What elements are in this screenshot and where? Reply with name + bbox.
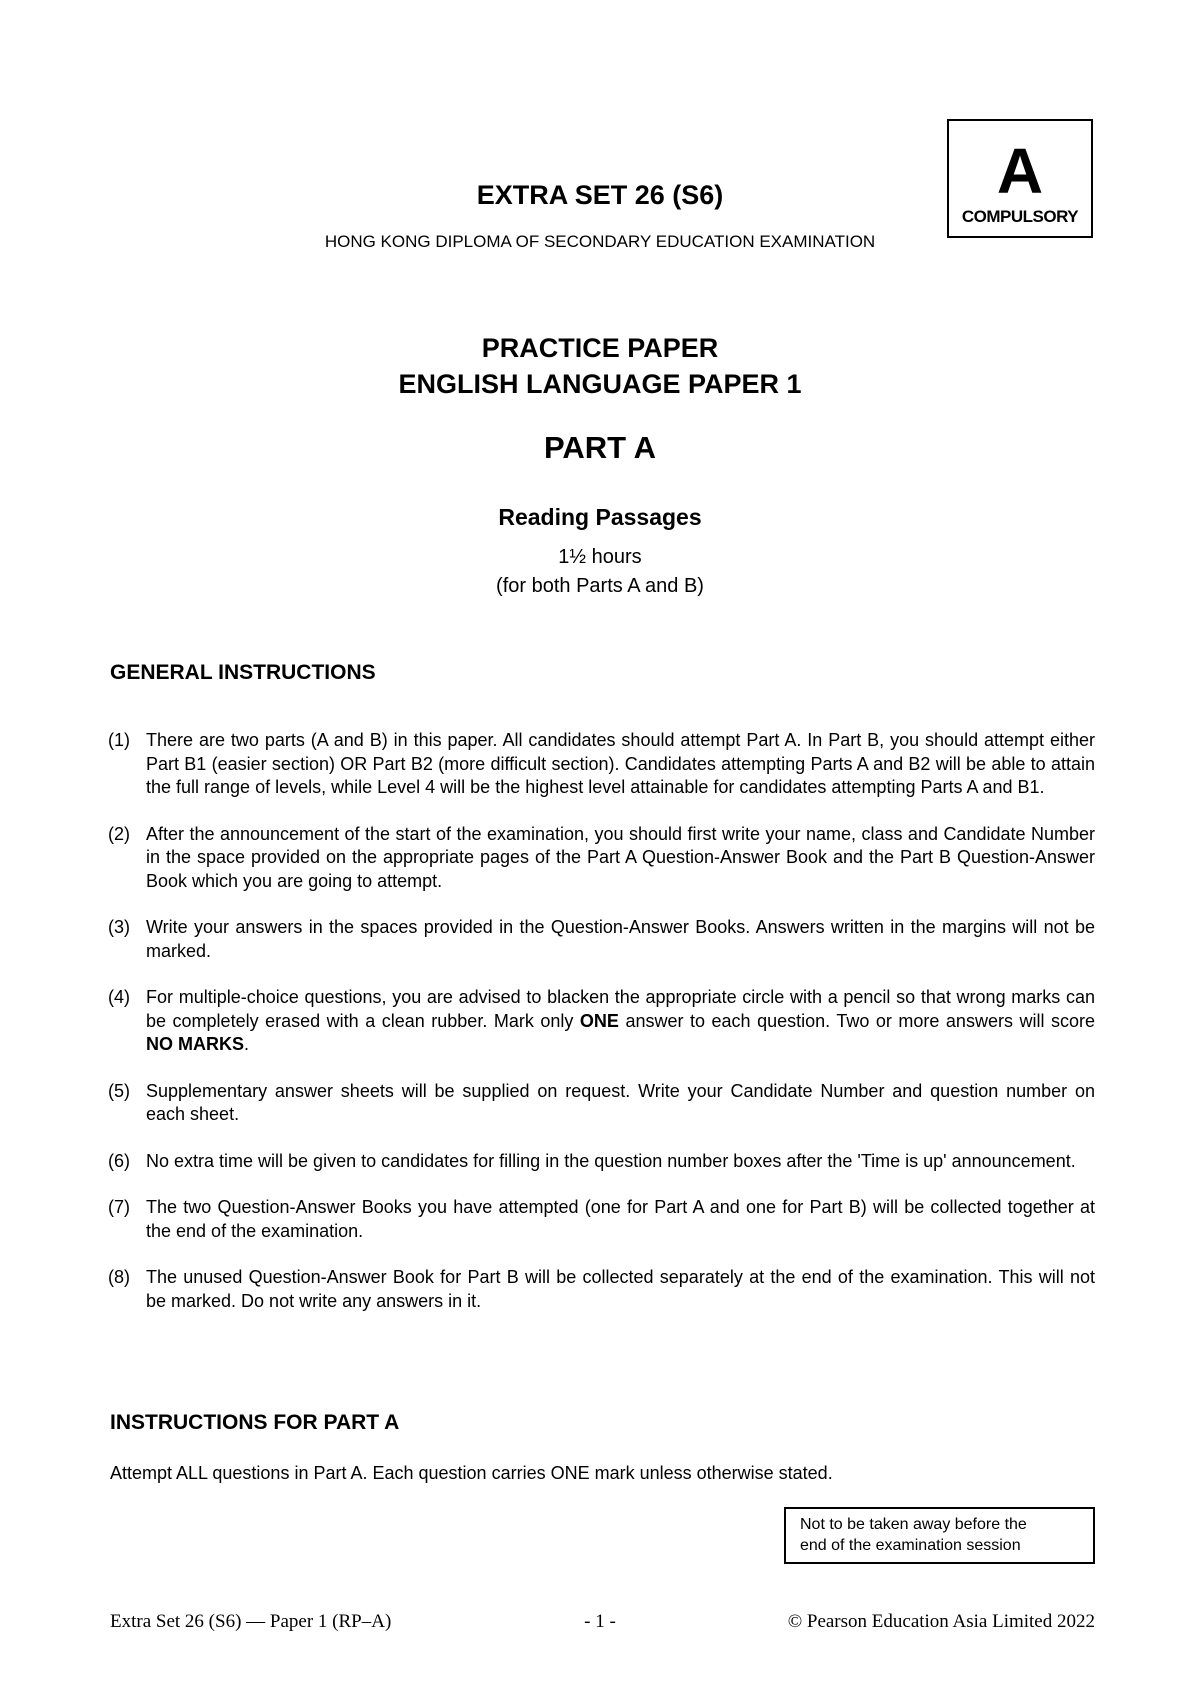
instruction-item: [108, 823, 1095, 894]
instruction-text: The two Question-Answer Books you have attempted (one for Part A and one for Part B) will be collected together at the end of the examination.: [146, 1197, 1095, 1241]
instruction-text: No extra time will be given to candidates for filling in the question number boxes after the 'Time is up' announcement.: [146, 1150, 1076, 1171]
instruction-item: [108, 729, 1095, 800]
instruction-text-part: .: [244, 1034, 250, 1054]
practice-paper-title: PRACTICE PAPER: [481, 333, 719, 363]
instruction-text-part: answer to each question. Two or more answers will score: [618, 1010, 1095, 1031]
instruction-item: [108, 1150, 1095, 1174]
section-subtitle: Reading Passages: [498, 504, 702, 530]
duration: 1½ hours: [558, 546, 642, 568]
instruction-item: [108, 1080, 1095, 1127]
duration-note: (for both Parts A and B): [496, 575, 704, 597]
instruction-item: [108, 916, 1095, 963]
part-a-instructions-heading: INSTRUCTIONS FOR PART A: [110, 1411, 400, 1434]
instruction-text: Write your answers in the spaces provided in the Question-Answer Books. Answers written in the margins will not be marked.: [146, 917, 1095, 961]
footer-copyright: © Pearson Education Asia Limited 2022: [787, 1611, 1095, 1632]
part-a-instructions-text: Attempt ALL questions in Part A. Each question carries ONE mark unless otherwise stated.: [110, 1463, 833, 1483]
compulsory-badge: [947, 119, 1093, 238]
instruction-number: (8): [108, 1267, 130, 1287]
instruction-item: [108, 1196, 1095, 1243]
page-number: - 1 -: [584, 1611, 616, 1632]
general-instructions-heading: GENERAL INSTRUCTIONS: [110, 661, 376, 684]
instruction-number: (1): [108, 730, 130, 750]
set-title: EXTRA SET 26 (S6): [476, 180, 724, 210]
badge-label: COMPULSORY: [961, 207, 1079, 226]
badge-letter: A: [996, 135, 1044, 207]
instruction-number: (2): [108, 823, 130, 844]
instruction-number: (3): [108, 917, 130, 937]
notice-line: end of the examination session: [800, 1537, 1021, 1554]
notice-line: Not to be taken away before the: [800, 1516, 1027, 1533]
part-title: PART A: [544, 430, 656, 465]
footer-paper-code: Extra Set 26 (S6) — Paper 1 (RP–A): [110, 1611, 392, 1632]
exam-name: HONG KONG DIPLOMA OF SECONDARY EDUCATION EXAMINATION: [324, 232, 876, 251]
instruction-number: (4): [108, 987, 130, 1007]
notice-box: [784, 1507, 1095, 1564]
instruction-number: (7): [108, 1197, 130, 1217]
instruction-number: (6): [108, 1150, 130, 1171]
instruction-item: [108, 986, 1095, 1057]
instruction-emphasis: NO MARKS: [146, 1034, 244, 1054]
instruction-text: [146, 987, 1095, 1054]
general-instructions-list: [108, 729, 1095, 1336]
instruction-text-part: For multiple-choice questions, you are advised to blacken the appropriate circle with a pencil so that wrong marks can be completely erased with a clean rubber. Mark only: [146, 987, 1095, 1031]
instruction-text: After the announcement of the start of the examination, you should first write your name, class and Candidate Number in the space provided on the appropriate pages of the Part A Question-Answer Book and the Part B Question-Answer Book which you are going to attempt.: [146, 823, 1095, 891]
instruction-text: Supplementary answer sheets will be supplied on request. Write your Candidate Number and question number on each sheet.: [146, 1080, 1095, 1124]
instruction-number: (5): [108, 1080, 130, 1101]
instruction-text: There are two parts (A and B) in this paper. All candidates should attempt Part A. In Part B, you should attempt either Part B1 (easier section) OR Part B2 (more difficult section). Candidates attempting Parts A and B2 will be able to attain the full range of levels, while Level 4 will be the highest level attainable for candidates attempting Parts A and B1.: [146, 730, 1095, 797]
instruction-text: The unused Question-Answer Book for Part B will be collected separately at the end of the examination. This will not be marked. Do not write any answers in it.: [146, 1267, 1095, 1311]
instruction-item: [108, 1266, 1095, 1313]
instruction-emphasis: ONE: [579, 1010, 619, 1031]
paper-name-title: ENGLISH LANGUAGE PAPER 1: [398, 369, 802, 399]
